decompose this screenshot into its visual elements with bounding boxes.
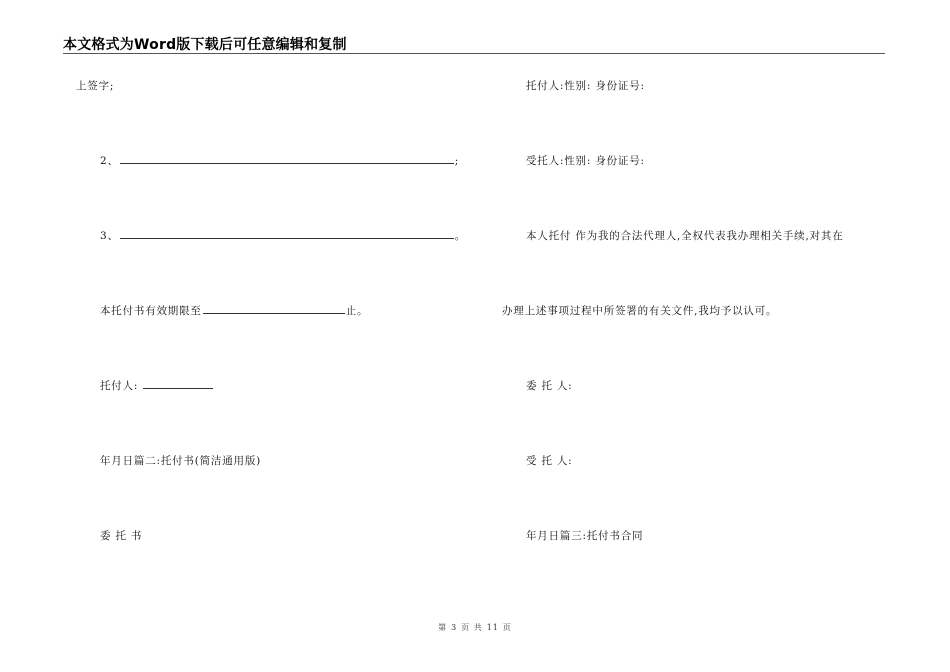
item-2-end: ; [454,155,460,167]
footer-page-suffix: 页 [502,623,512,632]
article-two-title: 年月日篇二:托付书(简洁通用版) [100,455,262,467]
left-line-signature: 上签字; [76,80,115,92]
footer-page-prefix: 第 [438,623,448,632]
item-3-number: 3、 [100,230,119,242]
page-footer [0,622,950,633]
statement-line-1: 本人托付 作为我的合法代理人,全权代表我办理相关手续,对其在 [526,230,844,242]
item-3-blank [120,229,454,239]
agent-info-line: 受托人:性别: 身份证号: [526,155,645,167]
principal-blank [143,379,213,389]
validity-prefix: 本托付书有效期限至 [100,305,202,317]
footer-total-pages: 11 [486,623,499,632]
footer-page-middle: 页 共 [461,623,483,632]
principal-info-line: 托付人:性别: 身份证号: [526,80,645,92]
validity-blank [203,304,345,314]
principal-sign-line: 委 托 人: [526,380,573,392]
document-header-title: 本文格式为Word版下载后可任意编辑和复制 [63,37,347,53]
item-3-end: 。 [454,230,467,242]
left-item-3 [100,229,466,243]
statement-line-2: 办理上述事项过程中所签署的有关文件,我均予以认可。 [502,305,778,317]
left-item-2 [100,154,459,168]
validity-suffix: 止。 [345,305,369,317]
footer-page-number: 3 [451,623,458,632]
validity-line [100,304,368,318]
agent-sign-line: 受 托 人: [526,455,573,467]
item-2-number: 2、 [100,155,119,167]
header-divider [63,53,885,54]
article-three-title: 年月日篇三:托付书合同 [526,530,644,542]
item-2-blank [120,154,454,164]
entrust-heading: 委 托 书 [100,530,143,542]
principal-label: 托付人: [100,380,139,392]
principal-line [100,379,214,393]
